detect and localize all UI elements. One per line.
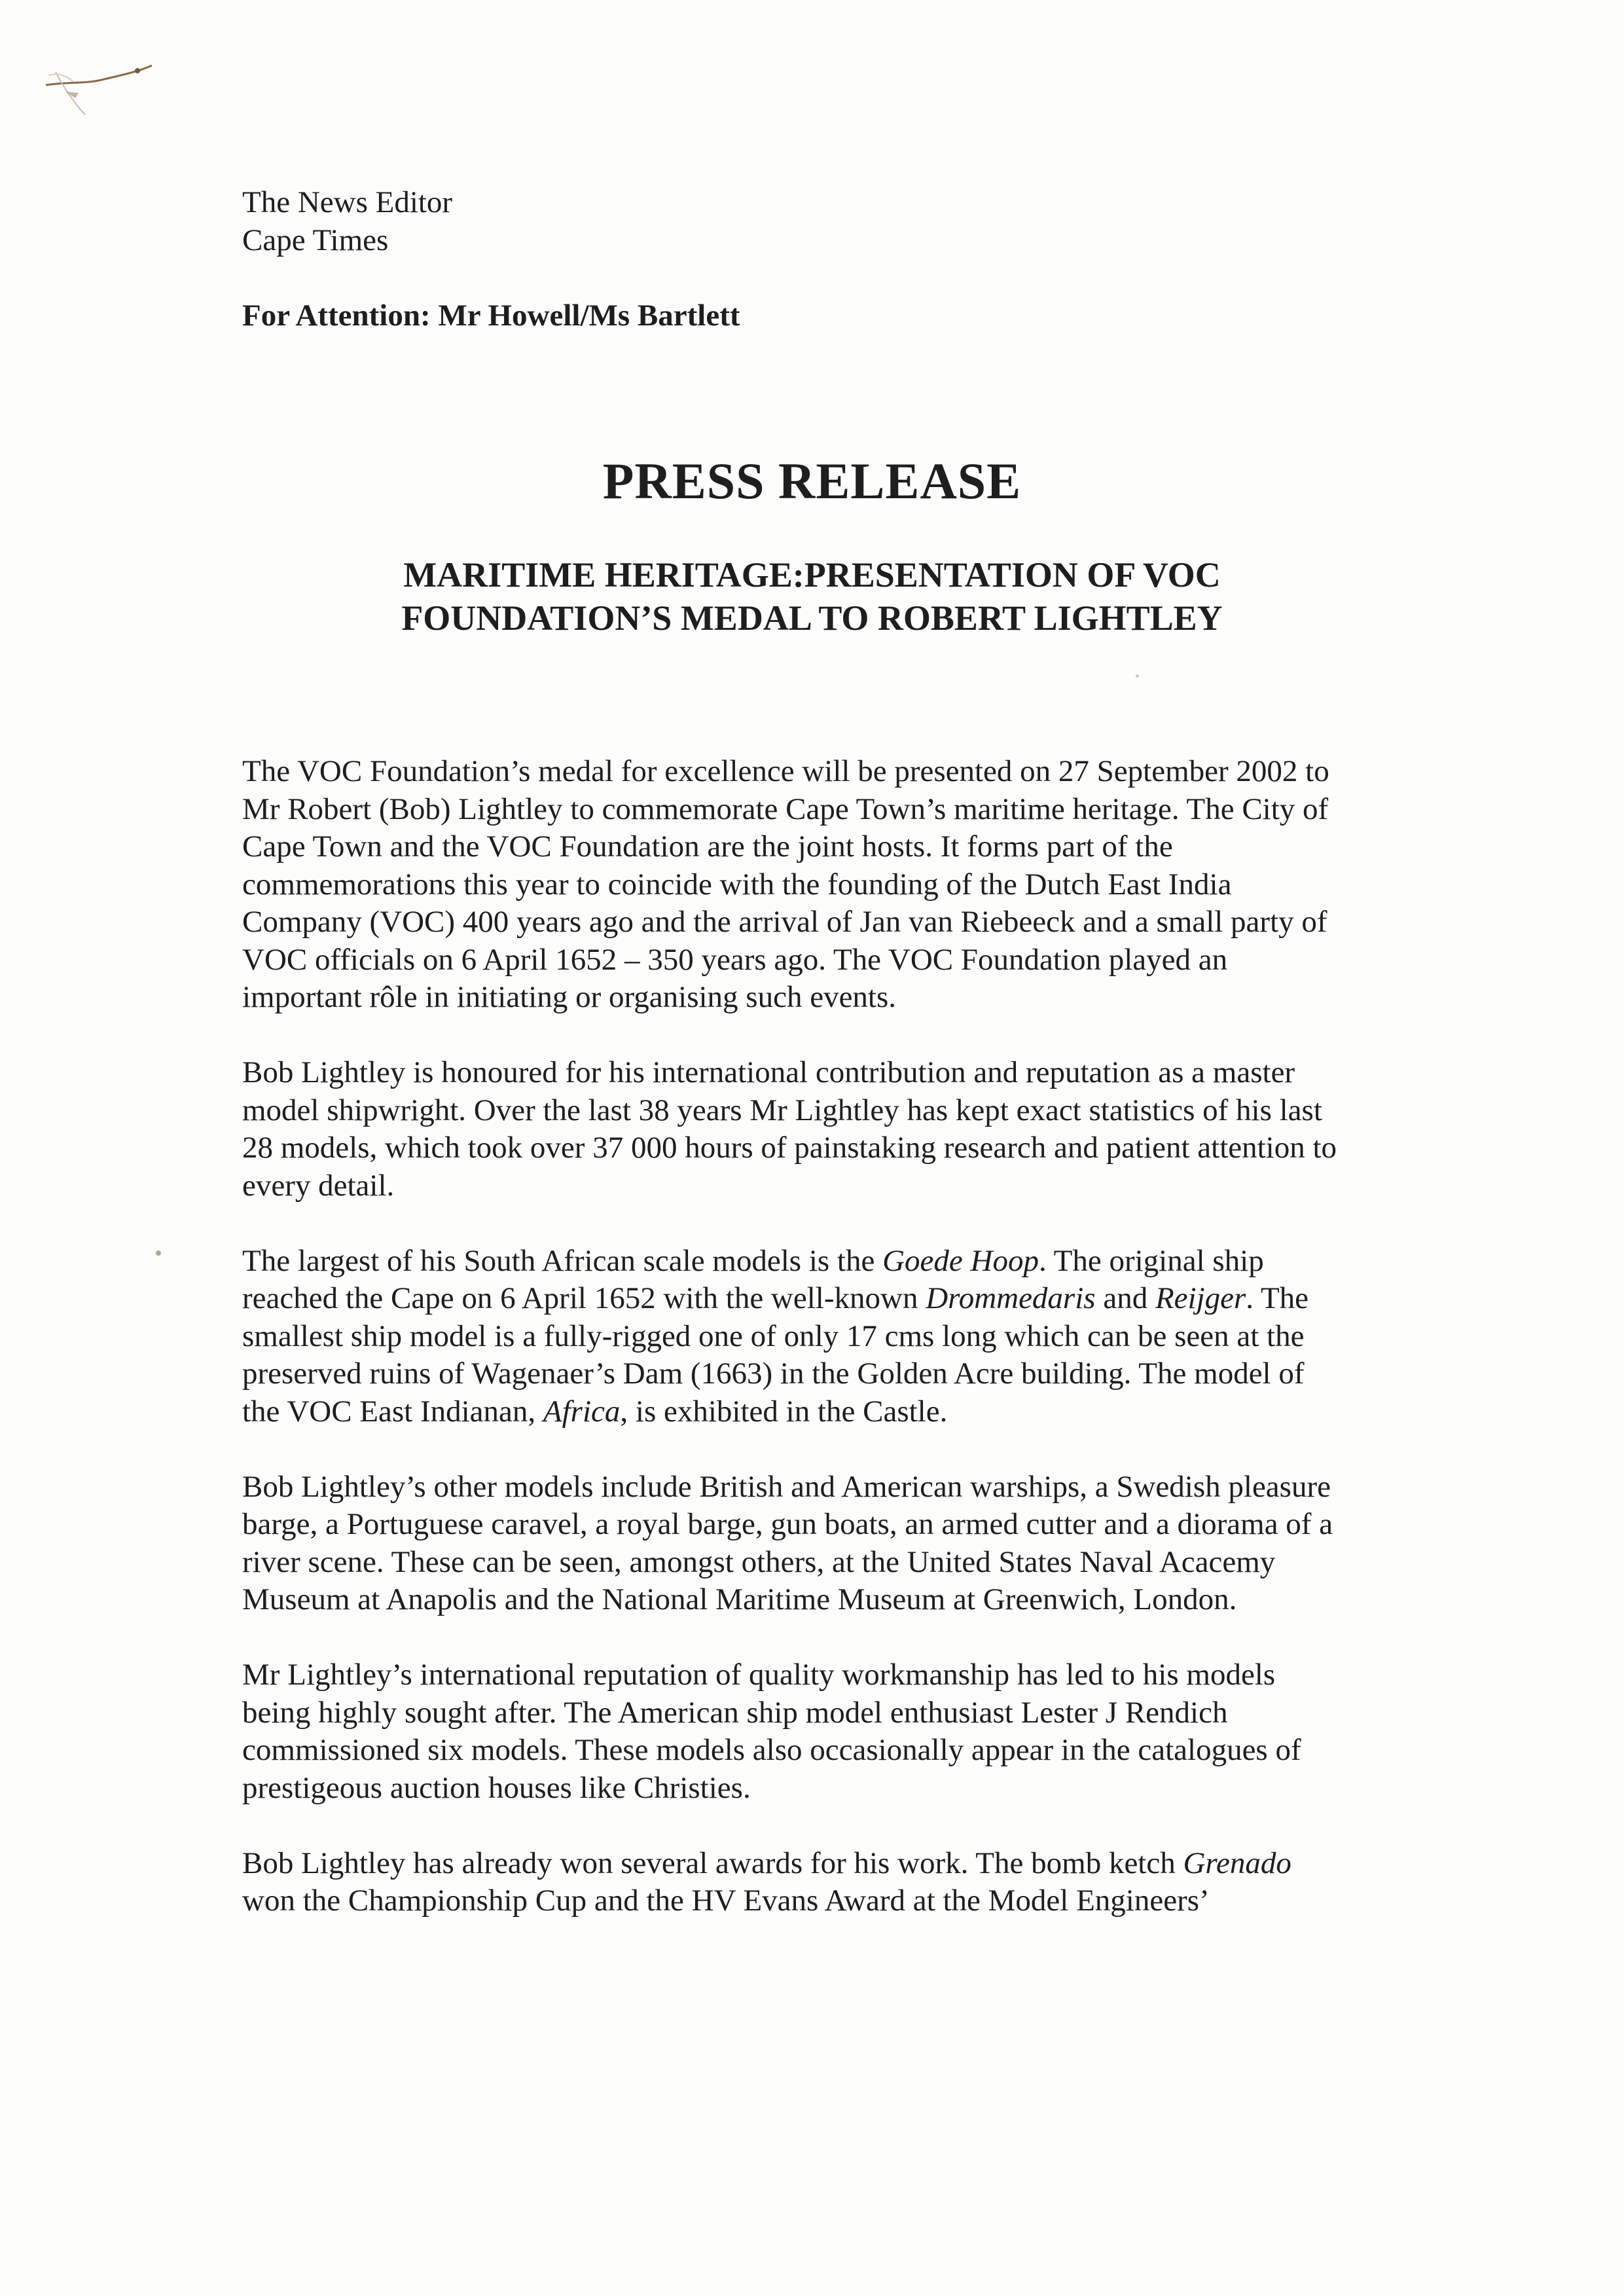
text-run: , is exhibited in the Castle. (620, 1394, 948, 1429)
text-line: Mr Lightley’s international reputation of quality workmanship has led to his models (242, 1658, 1276, 1692)
text-run: reached the Cape on 6 April 1652 with the well-known (242, 1281, 926, 1315)
text-run: . The (1246, 1281, 1309, 1315)
text-line (242, 1393, 1447, 1431)
text-line: Mr Robert (Bob) Lightley to commemorate Cape Town’s maritime heritage. The City of (242, 792, 1329, 826)
text-line: important rôle in initiating or organising such events. (242, 980, 897, 1014)
paragraph-3 (242, 1243, 1447, 1431)
ship-name-grenado: Grenado (1183, 1846, 1291, 1880)
subtitle (0, 553, 1624, 640)
text-line: commemorations this year to coincide with the founding of the Dutch East India (242, 867, 1232, 902)
ship-name-drommedaris: Drommedaris (926, 1281, 1096, 1315)
text-line: model shipwright. Over the last 38 years Mr Lightley has kept exact statistics of his last (242, 1093, 1322, 1127)
text-line (242, 1243, 1447, 1281)
text-run: The largest of his South African scale models is the (242, 1243, 883, 1278)
text-run: and (1095, 1281, 1155, 1315)
text-line: Bob Lightley’s other models include British and American warships, a Swedish pleasure (242, 1469, 1331, 1504)
staple-mark-icon (39, 46, 157, 124)
text-line: Cape Town and the VOC Foundation are the joint hosts. It forms part of the (242, 829, 1173, 864)
text-line: VOC officials on 6 April 1652 – 350 years ago. The VOC Foundation played an (242, 942, 1228, 977)
recipient-name: The News Editor (242, 185, 453, 219)
text-line: Company (VOC) 400 years ago and the arrival of Jan van Riebeeck and a small party of (242, 905, 1327, 939)
paragraph-2 (242, 1054, 1447, 1205)
attention-line: For Attention: Mr Howell/Ms Bartlett (242, 299, 740, 333)
text-line: smallest ship model is a fully-rigged one of only 17 cms long which can be seen at the (242, 1319, 1305, 1353)
text-line (242, 1845, 1447, 1883)
text-line: The VOC Foundation’s medal for excellence will be presented on 27 September 2002 to (242, 754, 1329, 788)
text-line (242, 1280, 1447, 1318)
text-run: the VOC East Indianan, (242, 1394, 543, 1429)
page-title: PRESS RELEASE (602, 452, 1022, 509)
ship-name-reijger: Reijger (1155, 1281, 1246, 1315)
text-line: every detail. (242, 1168, 395, 1203)
text-line: being highly sought after. The American ship model enthusiast Lester J Rendich (242, 1695, 1228, 1730)
paragraph-4 (242, 1468, 1447, 1619)
recipient-address (242, 183, 452, 259)
text-run: Bob Lightley has already won several awards for his work. The bomb ketch (242, 1846, 1183, 1880)
paragraph-6 (242, 1845, 1447, 1920)
ship-name-africa: Africa (543, 1394, 621, 1429)
text-line: 28 models, which took over 37 000 hours of painstaking research and patient attention to (242, 1131, 1337, 1165)
recipient-organisation: Cape Times (242, 223, 389, 257)
subtitle-line-2: FOUNDATION’S MEDAL TO ROBERT LIGHTLEY (401, 598, 1223, 638)
ship-name-goede-hoop: Goede Hoop (882, 1243, 1039, 1278)
text-line: river scene. These can be seen, amongst others, at the United States Naval Acacemy (242, 1544, 1276, 1579)
text-line: won the Championship Cup and the HV Evans Award at the Model Engineers’ (242, 1884, 1210, 1918)
paper-speck (156, 1250, 161, 1256)
text-run: . The original ship (1038, 1243, 1264, 1278)
paragraph-1 (242, 753, 1447, 1017)
text-line: prestigeous auction houses like Christies. (242, 1770, 751, 1805)
body-text (242, 753, 1447, 1958)
text-line: Museum at Anapolis and the National Maritime Museum at Greenwich, London. (242, 1582, 1237, 1616)
text-line: barge, a Portuguese caravel, a royal barge, gun boats, an armed cutter and a diorama of a (242, 1507, 1333, 1541)
paper-speck (1136, 674, 1139, 678)
text-line: commissioned six models. These models also occasionally appear in the catalogues of (242, 1733, 1301, 1767)
text-line: Bob Lightley is honoured for his international contribution and reputation as a master (242, 1055, 1295, 1089)
text-line: preserved ruins of Wagenaer’s Dam (1663) in the Golden Acre building. The model of (242, 1357, 1305, 1391)
paragraph-5 (242, 1656, 1447, 1807)
subtitle-line-1: MARITIME HERITAGE:PRESENTATION OF VOC (403, 555, 1221, 594)
